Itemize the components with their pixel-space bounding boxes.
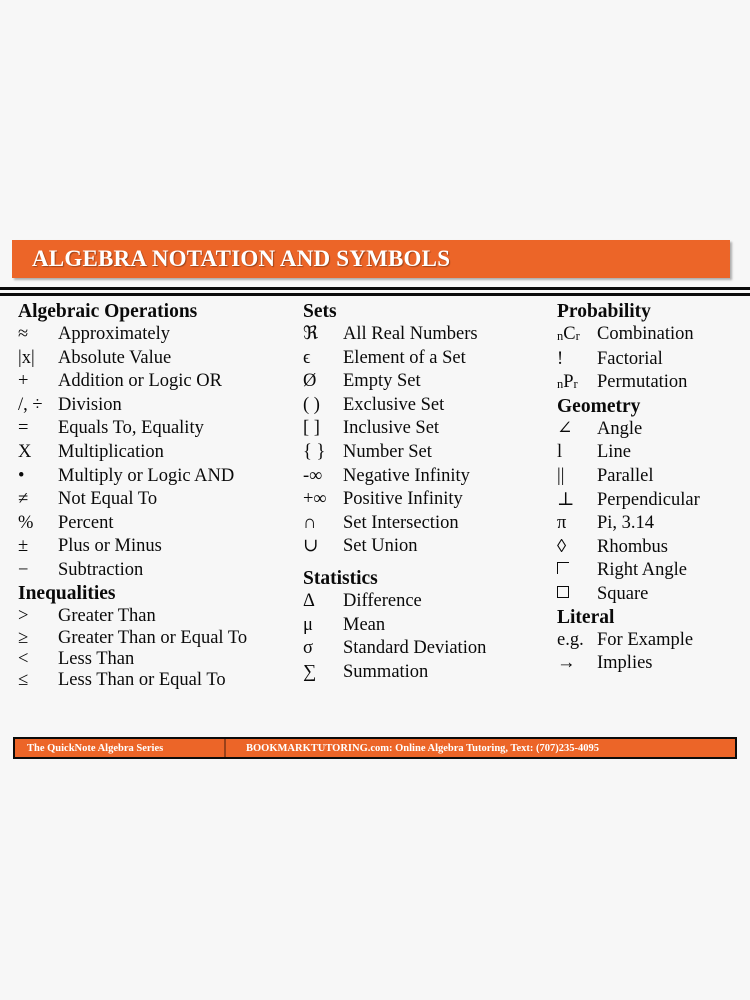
footer-contact-label: BOOKMARKTUTORING.com: Online Algebra Tutoring, Text: (707)235-4095 (246, 742, 600, 754)
symbol-row (303, 465, 553, 489)
symbol-pi: π (557, 513, 567, 534)
symbol-not-equal: ≠ (18, 489, 29, 510)
symbol-summation: ∑ (303, 661, 317, 682)
symbol-percent: % (18, 512, 34, 533)
symbol-description: Line (597, 442, 631, 463)
symbol-description: Pi, 3.14 (597, 513, 655, 534)
symbol-square (557, 583, 597, 607)
symbol-description: Plus or Minus (58, 536, 162, 557)
symbol-row (18, 417, 298, 441)
symbol-equals: = (18, 418, 29, 439)
symbol-row (18, 628, 298, 649)
symbol-row (557, 418, 750, 442)
symbol-inclusive-set: [ ] (303, 418, 320, 439)
group-title-sets: Sets (303, 301, 337, 322)
group-title-inequalities: Inequalities (18, 582, 116, 604)
symbol-description: Square (597, 583, 649, 604)
symbol-row (303, 417, 553, 441)
symbol-empty-set: Ø (303, 371, 317, 392)
header-bar (12, 240, 730, 278)
symbol-row (557, 323, 750, 348)
symbol-description: Implies (597, 653, 653, 674)
symbol-greater-than-or-equal: ≥ (18, 628, 29, 649)
symbol-description: Equals To, Equality (58, 418, 204, 439)
column-right (557, 300, 750, 676)
symbol-row (18, 323, 298, 347)
symbol-description: All Real Numbers (343, 324, 478, 344)
symbol-dot-multiply: • (18, 465, 25, 486)
symbol-mean: μ (303, 614, 313, 635)
footer-divider (224, 739, 226, 757)
symbol-columns (0, 300, 750, 732)
symbol-positive-infinity: +∞ (303, 489, 327, 510)
symbol-row (557, 559, 750, 583)
square-icon (557, 586, 569, 598)
symbol-row (18, 488, 298, 512)
symbol-row (557, 371, 750, 396)
symbol-description: Right Angle (597, 560, 687, 581)
symbol-description: Mean (343, 614, 386, 635)
symbol-negative-infinity: -∞ (303, 465, 323, 486)
symbol-row (557, 348, 750, 372)
symbol-description: Approximately (58, 324, 171, 344)
symbol-row (18, 670, 298, 691)
symbol-row (18, 605, 298, 629)
symbol-description: Multiply or Logic AND (58, 465, 235, 486)
symbol-row (303, 535, 553, 559)
symbol-description: Number Set (343, 441, 432, 462)
group-title-algebraic-operations: Algebraic Operations (18, 301, 198, 322)
symbol-description: Rhombus (597, 536, 668, 557)
symbol-description: Division (58, 394, 122, 415)
symbol-plus: + (18, 371, 29, 392)
symbol-row (18, 347, 298, 371)
symbol-description: Less Than or Equal To (58, 670, 226, 691)
symbol-description: Difference (343, 590, 422, 611)
symbol-row (18, 535, 298, 559)
page-title: ALGEBRA NOTATION AND SYMBOLS (32, 246, 451, 271)
symbol-row (557, 536, 750, 560)
symbol-exclusive-set: ( ) (303, 394, 320, 415)
symbol-rhombus: ◊ (557, 536, 567, 557)
symbol-implies: → (557, 653, 576, 674)
symbol-row (303, 323, 553, 347)
symbol-set-union: ∪ (303, 536, 319, 557)
symbol-description: Set Intersection (343, 512, 459, 533)
symbol-absolute-value: |x| (18, 347, 35, 368)
symbol-row (18, 441, 298, 465)
symbol-row (303, 347, 553, 371)
header-rule-bottom (0, 293, 750, 296)
symbol-row (557, 465, 750, 489)
symbol-plus-minus: ± (18, 536, 29, 557)
symbol-row (557, 489, 750, 513)
symbol-for-example: e.g. (557, 629, 584, 650)
symbol-row (303, 637, 553, 661)
footer-bar (13, 737, 737, 759)
symbol-row (303, 590, 553, 614)
symbol-row (18, 512, 298, 536)
symbol-description: Combination (597, 324, 694, 344)
symbol-all-real-numbers: ℜ (303, 324, 319, 344)
symbol-combination: nCr (557, 324, 580, 344)
symbol-description: Inclusive Set (343, 418, 440, 439)
symbol-description: Perpendicular (597, 489, 700, 510)
symbol-row (18, 394, 298, 418)
group-title-geometry: Geometry (557, 395, 641, 417)
symbol-parallel: || (557, 465, 565, 486)
symbol-description: Angle (597, 418, 643, 439)
symbol-permutation: nPr (557, 372, 578, 393)
symbol-description: Multiplication (58, 441, 164, 462)
symbol-greater-than: > (18, 605, 29, 626)
symbol-description: Negative Infinity (343, 465, 470, 486)
column-middle (303, 300, 553, 684)
symbol-description: Summation (343, 661, 429, 682)
symbol-element-of: ϵ (303, 347, 311, 368)
group-title-probability: Probability (557, 301, 651, 322)
symbol-description: Less Than (58, 649, 135, 670)
symbol-row (303, 488, 553, 512)
symbol-right-angle (557, 559, 597, 583)
symbol-angle: ∠ (557, 418, 573, 439)
symbol-row (18, 649, 298, 670)
symbol-description: Element of a Set (343, 347, 466, 368)
symbol-row (303, 394, 553, 418)
symbol-description: Greater Than or Equal To (58, 628, 248, 649)
symbol-description: Set Union (343, 536, 418, 557)
symbol-description: Permutation (597, 372, 688, 393)
symbol-set-intersection: ∩ (303, 512, 317, 533)
symbol-less-than: < (18, 649, 29, 670)
column-left (18, 300, 298, 691)
symbol-description: Exclusive Set (343, 394, 445, 415)
symbol-perpendicular: ⊥ (557, 489, 575, 510)
symbol-description: Absolute Value (58, 347, 172, 368)
symbol-row (303, 441, 553, 465)
right-angle-icon (557, 562, 569, 574)
symbol-description: For Example (597, 629, 694, 650)
symbol-description: Addition or Logic OR (58, 371, 222, 392)
symbol-number-set: { } (303, 441, 326, 462)
symbol-line: l (557, 442, 563, 463)
symbol-multiplication: X (18, 441, 32, 462)
symbol-row (18, 370, 298, 394)
header-rule-top (0, 287, 750, 290)
symbol-row (303, 614, 553, 638)
symbol-row (303, 661, 553, 685)
symbol-row (557, 629, 750, 653)
footer-inner (15, 739, 735, 757)
symbol-standard-deviation: σ (303, 638, 313, 659)
symbol-difference: Δ (303, 590, 315, 611)
symbol-description: Subtraction (58, 559, 144, 580)
symbol-row (18, 465, 298, 489)
symbol-description: Empty Set (343, 371, 421, 392)
symbol-row (557, 583, 750, 607)
symbol-description: Greater Than (58, 605, 156, 626)
symbol-description: Factorial (597, 348, 663, 369)
symbol-row (557, 652, 750, 676)
symbol-description: Not Equal To (58, 489, 158, 510)
symbol-subtraction: − (18, 559, 29, 580)
group-title-statistics: Statistics (303, 567, 378, 589)
symbol-row (557, 512, 750, 536)
symbol-row (18, 559, 298, 583)
symbol-less-than-or-equal: ≤ (18, 670, 29, 691)
symbol-division: /, ÷ (18, 394, 43, 415)
symbol-approximately: ≈ (18, 324, 29, 344)
symbol-description: Percent (58, 512, 114, 533)
symbol-factorial: ! (557, 348, 564, 369)
symbol-row (303, 370, 553, 394)
symbol-row (303, 512, 553, 536)
footer-series-label: The QuickNote Algebra Series (27, 742, 164, 754)
group-title-literal: Literal (557, 606, 615, 628)
symbol-description: Positive Infinity (343, 489, 463, 510)
symbol-description: Parallel (597, 465, 654, 486)
symbol-row (557, 441, 750, 465)
symbol-description: Standard Deviation (343, 638, 487, 659)
